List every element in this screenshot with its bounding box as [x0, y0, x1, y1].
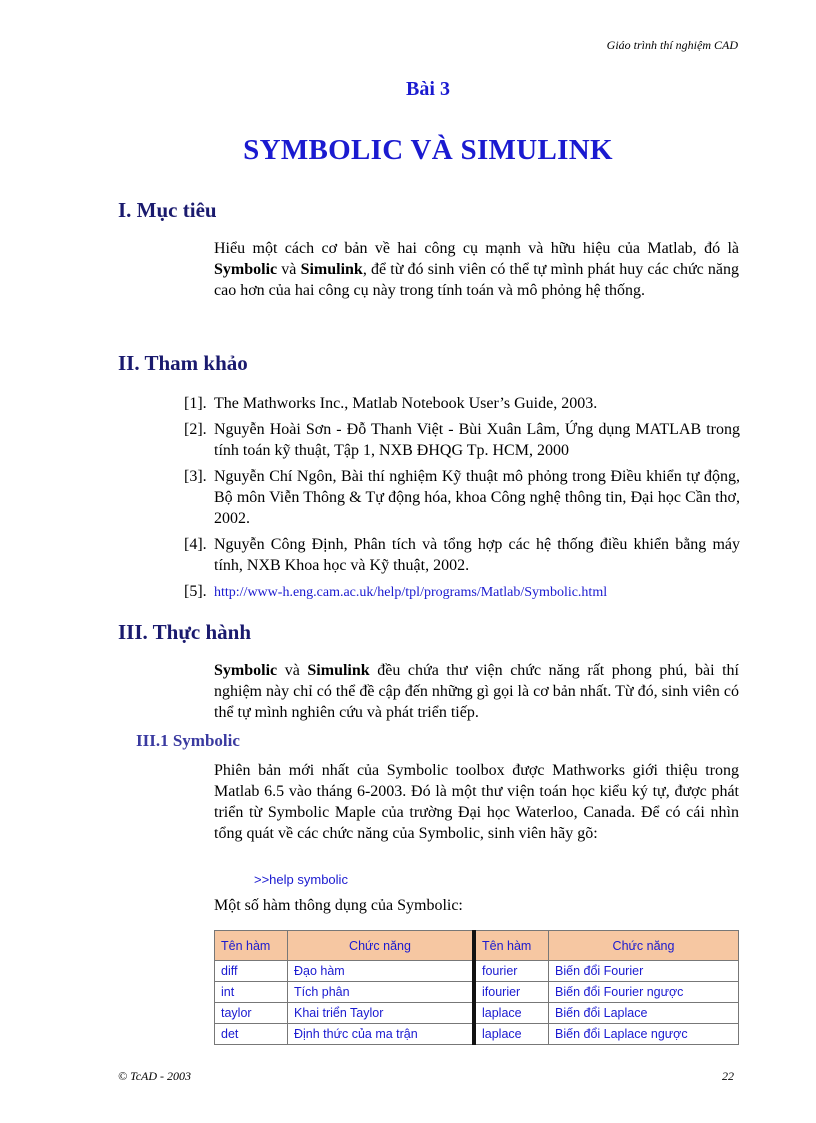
- reference-text: Nguyễn Chí Ngôn, Bài thí nghiệm Kỹ thuật mô phỏng trong Điều khiển tự động, Bộ môn Viễn Thông & Tự động hóa, khoa Công nghệ thông tin, Đại học Cần thơ, 2002.: [214, 468, 740, 527]
- table-cell: Biến đổi Fourier: [549, 961, 739, 982]
- table-row: [215, 1024, 739, 1045]
- table-cell: fourier: [474, 961, 549, 982]
- column-header: Chức năng: [288, 931, 475, 961]
- section-heading-practice: III. Thực hành: [118, 620, 252, 644]
- column-header: Tên hàm: [474, 931, 549, 961]
- table-cell: laplace: [474, 1003, 549, 1024]
- reference-number: [2].: [184, 421, 207, 438]
- table-cell: det: [215, 1024, 288, 1045]
- table-intro: Một số hàm thông dụng của Symbolic:: [214, 897, 463, 914]
- symbolic-paragraph: Phiên bản mới nhất của Symbolic toolbox được Mathworks giới thiệu trong Matlab 6.5 vào tháng 6-2003. Đó là một thư viện toán học kiểu ký tự, được phát triển từ Symbolic Maple của trường Đại học Waterloo, Canada. Để có cái nhìn tổng quát về các chức năng của Symbolic, sinh viên hãy gõ:: [214, 762, 739, 842]
- table-cell: ifourier: [474, 982, 549, 1003]
- text-run: , để từ đó sinh viên có thể tự mình phát huy các chức năng cao hơn của hai công cụ này trong tính toán và mô phỏng hệ thống.: [214, 261, 740, 299]
- reference-item: [184, 581, 740, 603]
- running-header: Giáo trình thí nghiệm CAD: [606, 38, 738, 52]
- help-command: >>help symbolic: [254, 872, 348, 887]
- bold-term-simulink: Simulink: [300, 261, 363, 278]
- reference-number: [1].: [184, 395, 207, 412]
- bold-term-simulink: Simulink: [307, 662, 370, 679]
- reference-item: [184, 534, 740, 576]
- lesson-number: Bài 3: [406, 78, 450, 100]
- reference-item: [184, 419, 740, 461]
- page-title: SYMBOLIC VÀ SIMULINK: [243, 134, 613, 166]
- function-table: [214, 930, 739, 1045]
- subsection-heading-symbolic: III.1 Symbolic: [136, 731, 240, 750]
- table-cell: Khai triển Taylor: [288, 1003, 475, 1024]
- table-cell: Đạo hàm: [288, 961, 475, 982]
- reference-item: [184, 393, 740, 414]
- reference-list: [184, 393, 740, 608]
- footer-copyright: © TcAD - 2003: [118, 1069, 192, 1083]
- table-cell: Biến đổi Fourier ngược: [549, 982, 739, 1003]
- reference-url-link[interactable]: http://www-h.eng.cam.ac.uk/help/tpl/programs/Matlab/Symbolic.html: [214, 585, 608, 600]
- table-cell: diff: [215, 961, 288, 982]
- table-cell: Tích phân: [288, 982, 475, 1003]
- reference-number: [3].: [184, 468, 207, 485]
- section-heading-references: II. Tham khảo: [118, 351, 248, 375]
- table-row: [215, 1003, 739, 1024]
- page-number: 22: [722, 1069, 734, 1083]
- text-run: Hiểu một cách cơ bản về hai công cụ mạnh và hữu hiệu của Matlab, đó là: [214, 240, 739, 257]
- table-row: [215, 961, 739, 982]
- column-header: Tên hàm: [215, 931, 288, 961]
- table-cell: int: [215, 982, 288, 1003]
- bold-term-symbolic: Symbolic: [214, 662, 278, 679]
- reference-number: [4].: [184, 536, 207, 553]
- reference-text: Nguyễn Công Định, Phân tích và tổng hợp các hệ thống điều khiển bằng máy tính, NXB Khoa học và Kỹ thuật, 2002.: [214, 536, 740, 574]
- text-run: đều chứa thư viện chức năng rất phong phú, bài thí nghiệm này chỉ có thể đề cập đến những gì gọi là cơ bản nhất. Từ đó, sinh viên có thể tự mình nghiên cứu và phát triển tiếp.: [214, 662, 739, 721]
- table-header-row: [215, 931, 739, 961]
- table-cell: Biến đổi Laplace: [549, 1003, 739, 1024]
- reference-item: [184, 466, 740, 529]
- table-cell: laplace: [474, 1024, 549, 1045]
- text-run: và: [277, 662, 308, 679]
- reference-number: [5].: [184, 583, 207, 600]
- table-cell: taylor: [215, 1003, 288, 1024]
- reference-text: The Mathworks Inc., Matlab Notebook User’s Guide, 2003.: [214, 395, 598, 412]
- text-run: và: [277, 261, 301, 278]
- section-heading-objectives: I. Mục tiêu: [118, 198, 217, 222]
- table-cell: Định thức của ma trận: [288, 1024, 475, 1045]
- table-row: [215, 982, 739, 1003]
- table-cell: Biến đổi Laplace ngược: [549, 1024, 739, 1045]
- reference-text: Nguyễn Hoài Sơn - Đỗ Thanh Việt - Bùi Xuân Lâm, Ứng dụng MATLAB trong tính toán kỹ thuật, Tập 1, NXB ĐHQG Tp. HCM, 2000: [214, 421, 740, 459]
- practice-paragraph: [214, 660, 739, 723]
- objectives-paragraph: [214, 238, 739, 301]
- bold-term-symbolic: Symbolic: [214, 261, 278, 278]
- column-header: Chức năng: [549, 931, 739, 961]
